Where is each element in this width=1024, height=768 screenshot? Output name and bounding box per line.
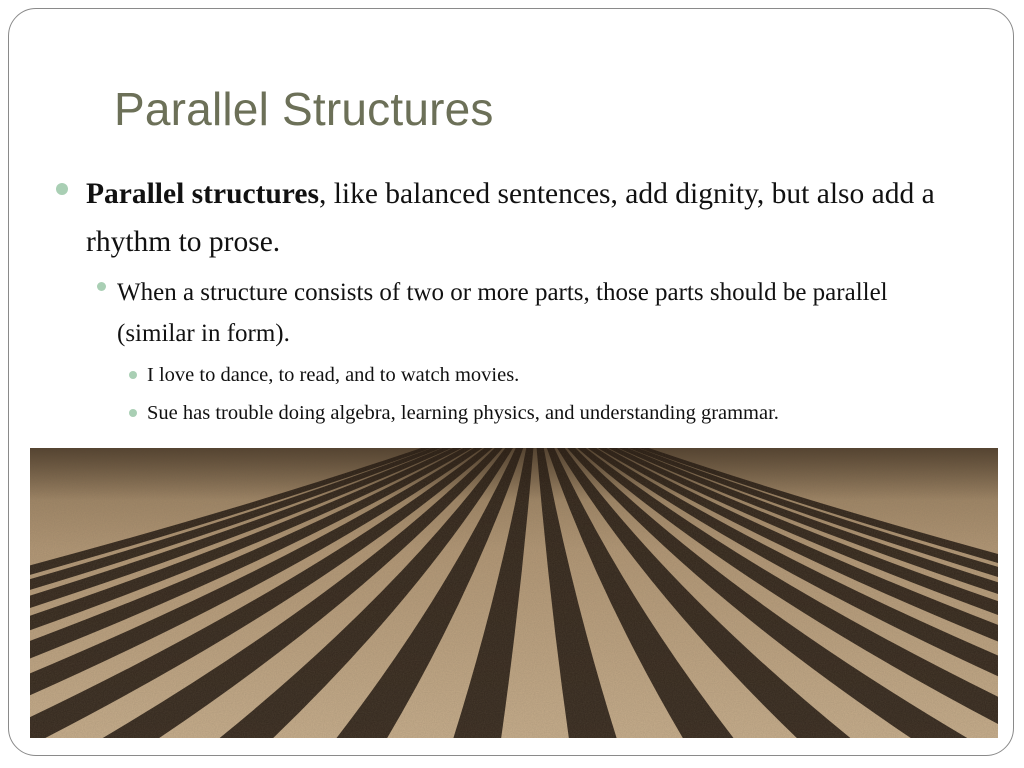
bullet-level1 — [86, 170, 946, 266]
bullet-text: Sue has trouble doing algebra, learning physics, and understanding grammar. — [147, 402, 779, 424]
plowed-field-image — [30, 448, 998, 738]
plowed-field-photo — [30, 448, 998, 738]
bullet-bold-lead: Parallel structures — [86, 178, 319, 210]
bullet-level3-item — [147, 360, 519, 390]
bullet-text: , like balanced sentences, add dignity, but also add a rhythm to prose. — [86, 178, 935, 258]
bullet-dot-icon — [56, 183, 68, 195]
bullet-text: I love to dance, to read, and to watch movies. — [147, 364, 520, 386]
bullet-dot-icon — [129, 371, 137, 379]
bullet-level2 — [117, 272, 957, 354]
slide-title: Parallel Structures — [114, 83, 494, 135]
bullet-text: When a structure consists of two or more parts, those parts should be parallel (similar in form). — [117, 279, 888, 347]
bullet-dot-icon — [129, 409, 137, 417]
bullet-level3-item — [147, 398, 779, 428]
bullet-dot-icon — [97, 282, 106, 291]
